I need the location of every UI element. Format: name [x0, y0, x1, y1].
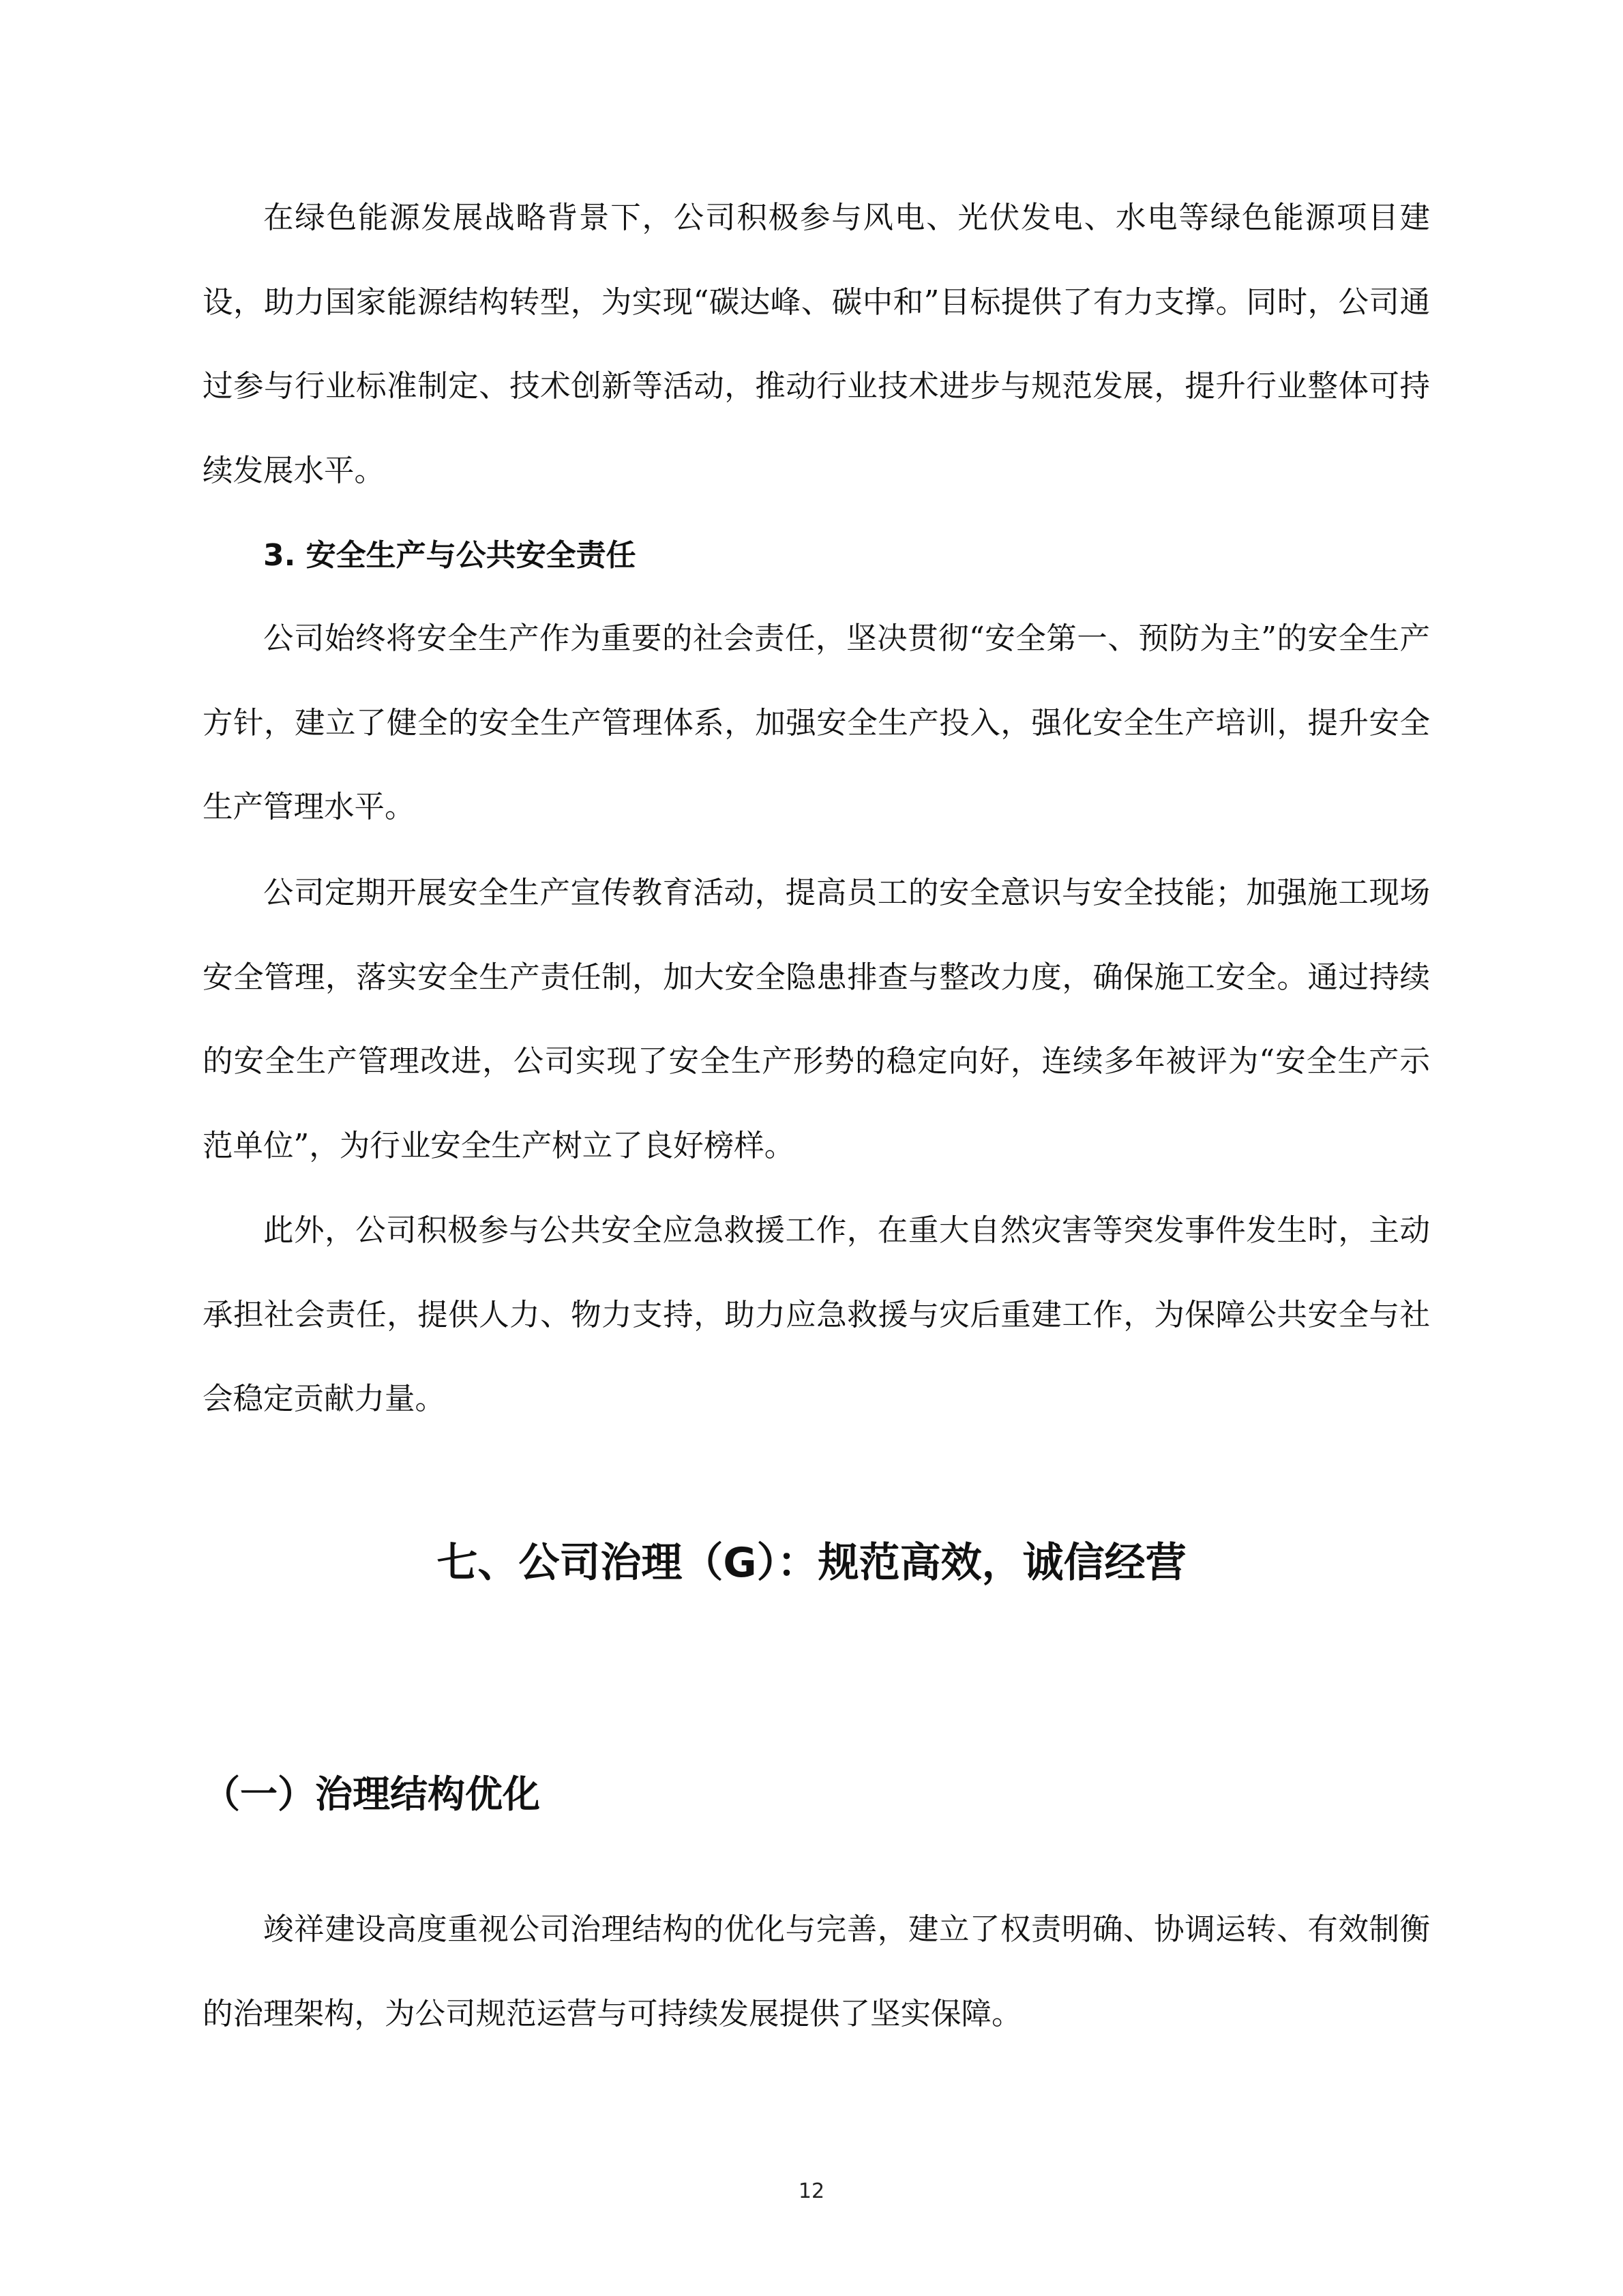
section-heading-governance: 七、公司治理（G）：规范高效，诚信经营: [436, 1539, 1187, 1587]
subsection-heading-structure: （一）治理结构优化: [203, 1772, 541, 1816]
sub-heading-safety-responsibility: 3. 安全生产与公共安全责任: [263, 538, 636, 573]
paragraph-emergency-rescue: 此外，公司积极参与公共安全应急救援工作，在重大自然灾害等突发事件发生时，主动承担社会责任，提供人力、物力支持，助力应急救援与灾后重建工作，为保障公共安全与社会稳定贡献力量。: [203, 1213, 1430, 1416]
paragraph-green-energy: 在绿色能源发展战略背景下，公司积极参与风电、光伏发电、水电等绿色能源项目建设，助力国家能源结构转型，为实现“碳达峰、碳中和”目标提供了有力支撑。同时，公司通过参与行业标准制定、技术创新等活动，推动行业技术进步与规范发展，提升行业整体可持续发展水平。: [203, 200, 1430, 488]
page-number: 12: [798, 2179, 825, 2203]
paragraph-safety-policy: 公司始终将安全生产作为重要的社会责任，坚决贯彻“安全第一、预防为主”的安全生产方针，建立了健全的安全生产管理体系，加强安全生产投入，强化安全生产培训，提升安全生产管理水平。: [203, 621, 1430, 824]
paragraph-safety-education: 公司定期开展安全生产宣传教育活动，提高员工的安全意识与安全技能；加强施工现场安全管理，落实安全生产责任制，加大安全隐患排查与整改力度，确保施工安全。通过持续的安全生产管理改进，公司实现了安全生产形势的稳定向好，连续多年被评为“安全生产示范单位”，为行业安全生产树立了良好榜样。: [203, 876, 1430, 1163]
paragraph-governance-structure: 竣祥建设高度重视公司治理结构的优化与完善，建立了权责明确、协调运转、有效制衡的治理架构，为公司规范运营与可持续发展提供了坚实保障。: [203, 1912, 1430, 2031]
